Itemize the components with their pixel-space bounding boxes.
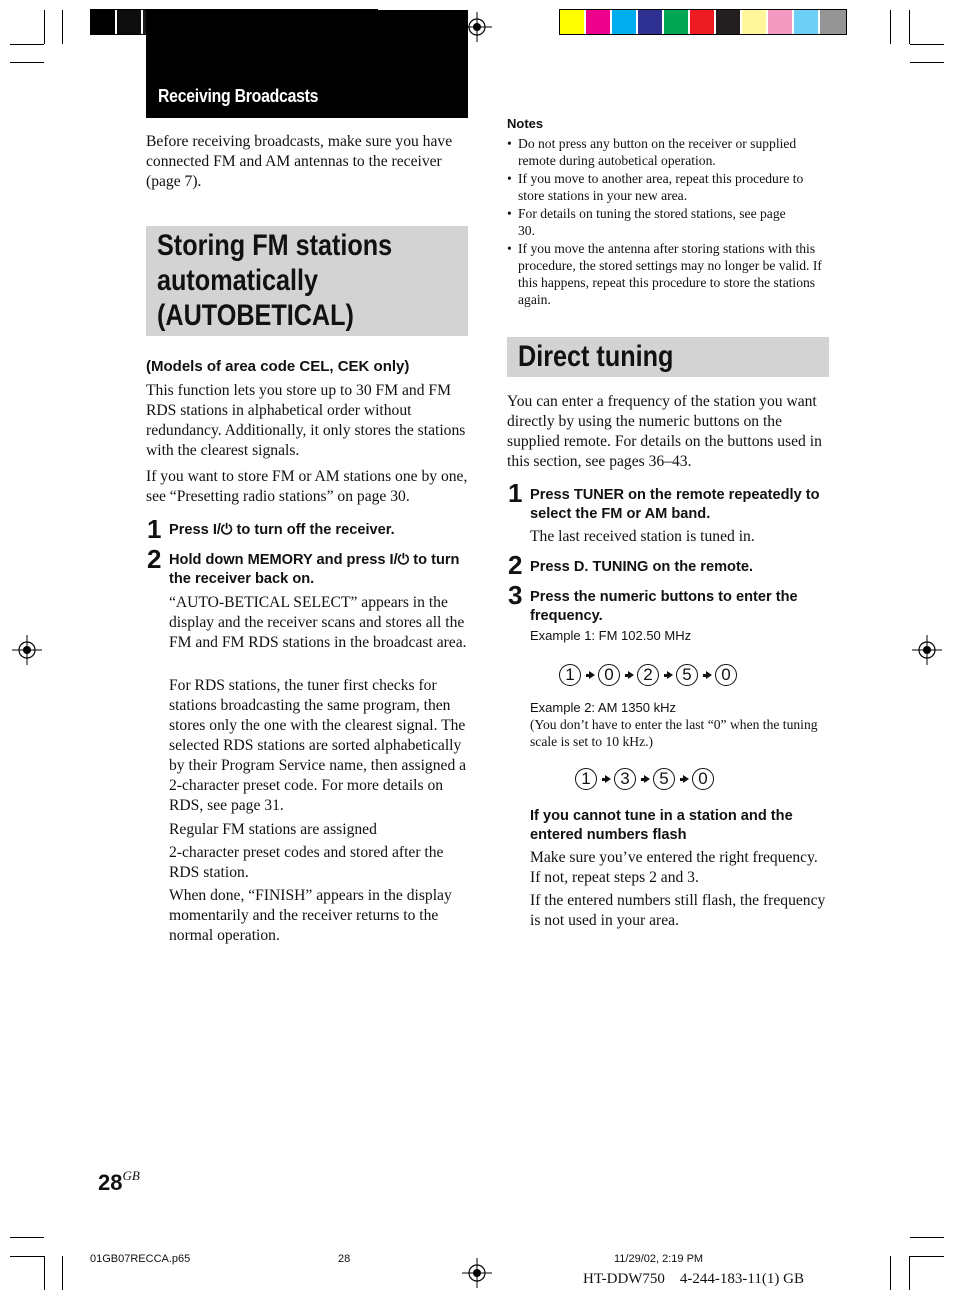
key-sequence: [559, 664, 737, 686]
step-number: 2: [508, 550, 523, 580]
page-number-value: 28: [98, 1170, 123, 1195]
arrow-right-icon: [586, 671, 594, 679]
color-swatch: [117, 10, 143, 34]
color-swatch: [638, 10, 664, 34]
intro-paragraph: Before receiving broadcasts, make sure you have connected FM and AM antennas to the receiver (page 7).: [146, 133, 453, 190]
note-item: • If you move the antenna after storing stations with this procedure, the stored settings may no longer be valid. If this happens, repeat this procedure to store the stations again.: [507, 241, 822, 307]
arrow-right-icon: [625, 671, 633, 679]
footer-file: 01GB07RECCA.p65: [90, 1253, 191, 1265]
page-number: [98, 1170, 140, 1196]
function-paragraph: This function lets you store up to 30 FM and FM RDS stations in alphabetical order without redundancy. Additionally, it only stores the stations with the clearest signals.: [146, 382, 466, 459]
numeric-key-icon: 1: [575, 768, 597, 790]
step-detail: 2-character preset codes and stored after the RDS station.: [169, 844, 444, 881]
arrow-right-icon: [602, 775, 610, 783]
color-bar: [559, 9, 847, 35]
heading-box: [146, 226, 468, 336]
note-text: Do not press any button on the receiver or supplied remote during autobetical operation.: [518, 136, 797, 168]
arrow-right-icon: [703, 671, 711, 679]
one-by-one-paragraph: If you want to store FM or AM stations one by one, see “Presetting radio stations” on page 30.: [146, 468, 468, 505]
numeric-key-icon: 1: [559, 664, 581, 686]
color-swatch: [820, 10, 846, 34]
step-detail: When done, “FINISH” appears in the display momentarily and the receiver returns to the normal operation.: [169, 887, 452, 944]
numeric-key-icon: 0: [598, 664, 620, 686]
color-swatch: [794, 10, 820, 34]
step-number: 3: [508, 580, 523, 610]
note-text: For details on tuning the stored stations, see page 30.: [518, 206, 786, 238]
example-label: Example 2: AM 1350 kHz: [530, 700, 676, 715]
registration-mark-icon: [912, 635, 942, 665]
numeric-key-icon: 0: [692, 768, 714, 790]
step-number: 1: [147, 514, 162, 544]
step-instruction: Press I/⏻ to turn off the receiver.: [169, 522, 395, 538]
intro-paragraph: You can enter a frequency of the station you want directly by using the numeric buttons on the supplied remote. For details on the buttons used in this section, see pages 36–43.: [507, 393, 822, 470]
numeric-key-icon: 5: [653, 768, 675, 790]
note-item: • Do not press any button on the receiver or supplied remote during autobetical operation.: [507, 136, 797, 168]
heading-line: (AUTOBETICAL): [157, 299, 354, 332]
registration-mark-icon: [462, 1258, 492, 1288]
example-note: (You don’t have to enter the last “0” when the tuning scale is set to 10 kHz.): [530, 717, 818, 749]
note-item: • If you move to another area, repeat this procedure to store stations in your new area.: [507, 171, 804, 203]
numeric-key-icon: 0: [715, 664, 737, 686]
numeric-key-icon: 2: [637, 664, 659, 686]
color-swatch: [768, 10, 794, 34]
notes-title: Notes: [507, 116, 544, 131]
note-text: If you move to another area, repeat this procedure to store stations in your new area.: [518, 171, 804, 203]
heading-line: Storing FM stations: [157, 229, 393, 262]
step-instruction: Press the numeric buttons to enter the frequency.: [530, 589, 798, 624]
heading-box: [507, 337, 829, 377]
color-swatch: [91, 10, 117, 34]
page-number-suffix: GB: [122, 1168, 140, 1183]
heading-line: Direct tuning: [518, 340, 674, 373]
step-detail: The last received station is tuned in.: [530, 528, 755, 545]
trouble-title: If you cannot tune in a station and the entered numbers flash: [530, 808, 793, 843]
step-number: 2: [147, 544, 162, 574]
footer-date: 11/29/02, 2:19 PM: [614, 1253, 704, 1265]
color-swatch: [664, 10, 690, 34]
example-label: Example 1: FM 102.50 MHz: [530, 628, 692, 643]
step-detail: Regular FM stations are assigned: [169, 821, 377, 838]
trouble-paragraph: Make sure you’ve entered the right frequency. If not, repeat steps 2 and 3.: [530, 849, 818, 886]
note-text: If you move the antenna after storing stations with this procedure, the stored settings may no longer be valid. If this happens, repeat this procedure to store the stations again.: [518, 241, 822, 307]
numeric-key-icon: 3: [614, 768, 636, 790]
trouble-paragraph: If the entered numbers still flash, the frequency is not used in your area.: [530, 892, 826, 929]
step-instruction: Press TUNER on the remote repeatedly to select the FM or AM band.: [530, 487, 820, 522]
step-instruction: Hold down MEMORY and press I/⏻ to turn the receiver back on.: [169, 552, 460, 587]
color-swatch: [560, 10, 586, 34]
color-swatch: [586, 10, 612, 34]
step-number: 1: [508, 478, 523, 508]
arrow-right-icon: [664, 671, 672, 679]
color-swatch: [716, 10, 742, 34]
arrow-right-icon: [680, 775, 688, 783]
section-title: Receiving Broadcasts: [158, 86, 319, 106]
step-instruction: Press D. TUNING on the remote.: [530, 559, 754, 575]
step-detail: For RDS stations, the tuner first checks for stations broadcasting the same program, then stores only the one with the clearest signal. The selected RDS stations are sorted alphabetically by their Program Service name, then assigned a 2-character preset code. For more details on RDS, see page 31.: [169, 677, 467, 814]
note-item: • For details on tuning the stored stations, see page 30.: [507, 206, 786, 238]
footer-model: HT-DDW750 4-244-183-11(1) GB: [583, 1271, 804, 1287]
heading-line: automatically: [157, 264, 319, 297]
step-detail: “AUTO-BETICAL SELECT” appears in the display and the receiver scans and stores all the FM and FM RDS stations in the broadcast area.: [169, 594, 467, 651]
color-swatch: [742, 10, 768, 34]
color-swatch: [690, 10, 716, 34]
registration-mark-icon: [12, 635, 42, 665]
color-swatch: [612, 10, 638, 34]
footer-sheet: 28: [338, 1253, 351, 1265]
models-note: (Models of area code CEL, CEK only): [146, 358, 410, 375]
arrow-right-icon: [641, 775, 649, 783]
key-sequence: [575, 768, 714, 790]
numeric-key-icon: 5: [676, 664, 698, 686]
